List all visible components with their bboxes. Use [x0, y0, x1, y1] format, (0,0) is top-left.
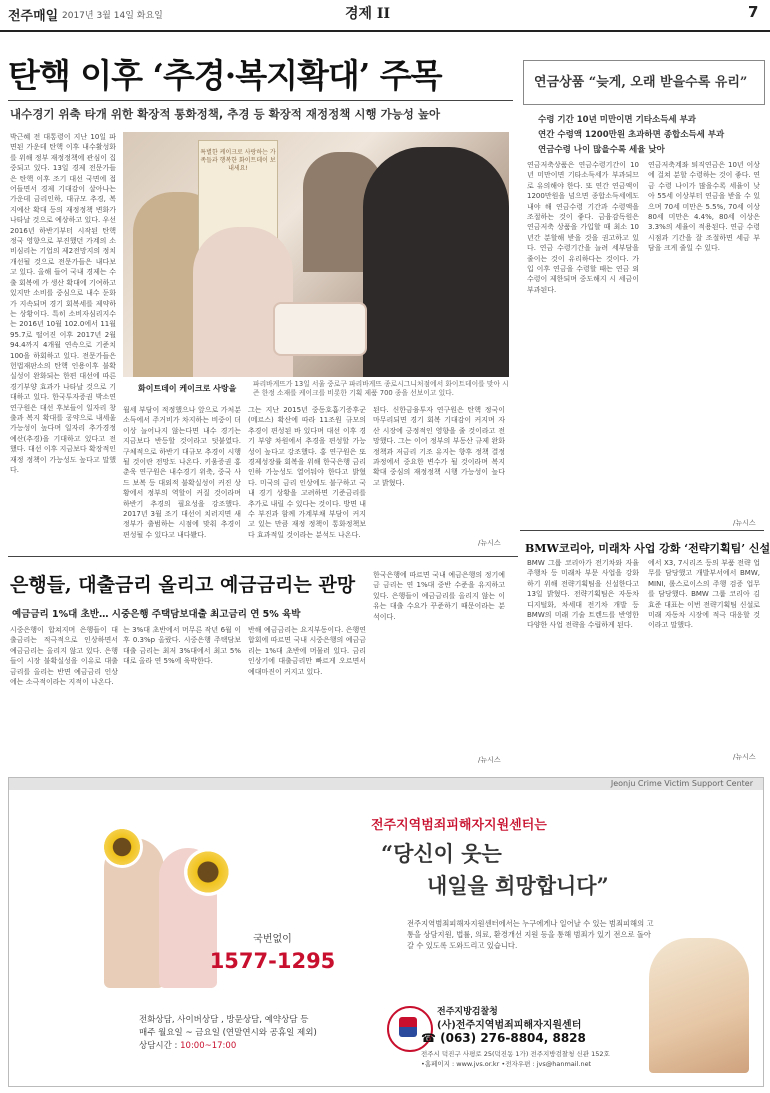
pension-byline: /뉴시스 [733, 519, 756, 527]
photo-caption-title: 화이트데이 케이크로 사랑을 [138, 384, 237, 393]
photo-caption-text: 파리바게뜨가 13일 서울 중로구 파리바게뜨 종로시그니처점에서 화이트데이를 맞아 시즌 한정 소재를 케이크를 비롯한 기획 제품 700 종을 선보이고 있다. [253, 380, 509, 397]
ad-org-english: Jeonju Crime Victim Support Center [610, 779, 753, 788]
ad-office: 전주지방검찰청 [437, 1007, 498, 1017]
divider [8, 100, 513, 101]
lead-subhead: 내수경기 위축 타개 위한 확장적 통화정책, 추경 등 확장적 재정정책 시행 가능성 높아 [10, 107, 441, 121]
family-illustration [649, 938, 749, 1073]
lead-column-1: 박근혜 전 대통령이 지난 10일 파면된 가운데 탄핵 이후 내수활성화를 위해 정부 재정정책에 관심이 집중되고 있다. 13일 경제 전문가들은 탄핵 이후 조기 대선 국면에 접어들면서 경제 기대감이 살아나는 가운데 금리인하, 대규모 추경, 복지예산 확대 등의 재정정책 변화가 나타날 것으로 예상하고 있다. 우선 2016년 하반기부터 시작된 탄핵 정국 영향으로 부진했던 가계의 소비심리는 기업의 제2전망지의 정치 개선될 것으로 전문가들은 내다보고 있다. 올해 들어 국내 경제는 수출 회복에 가 생산 확대에 기여하고 있지만 소비를 중심으로 내수 둔화가 지속되며 경기 회복세를 제약하는 상황이다. 특히 소비자심리지수는 2016년 10월 102.0에서 11월 95.7로 떨어진 이후 2017년 2월 94.4까지 4개월 연속으로 기준치 100을 하회하고 있다. 전문가들은 헌법재판소의 탄핵 인용이후 불확실성이 완화되는 한편 대선에 따른 경기부양 효과가 나타날 것으로 기대하고 있다. 한국투자증권 박소연 연구원은 대선 후보들이 일자리 창출과 복지 확대를 공약으로 내세울 가능성이 높다며 일자리 추가경정예산(추경)을 기대하고 있다고 전했다. 대선 이후 지금보다 확장적인 재정 정책이 가능성도 높다고 말했다. [10, 133, 116, 474]
ad-center-name: (사)전주지역범죄피해자지원센터 [437, 1020, 582, 1031]
lead-column-3: 그는 지난 2015년 중동호흡기증후군(메르스) 확산에 따라 11조원 규모의 추경이 편성된 바 있다며 대선 이후 경기 부양 차원에서 추경을 편성할 가능성이 높다고 강조했다. 홍 연구원은 또 경제성장률 회복을 위해 한국은행 금리인하 가능성도 열어둬야 한다고 밝혔다. 미국의 금리 인상에도 불구하고 국내 경기 상황을 고려하면 기준금리를 추가로 내릴 수 있다는 것이다. 방면 내수 부진과 함께 가계부채 부담이 커지고 있는 만큼 재정 정책이 통화정책보다 효과적일 것이라는 분석도 나온다. [248, 406, 366, 539]
lead-column-4: 된다. 신한금융투자 연구원은 탄핵 정국이 마무리되면 경기 회복 기대감이 커지며 자산 시장에 긍정적인 영향을 줄 것이라고 전망했다. 그는 이어 정부의 부동산 규제 완화 정책과 저금리 기조 유지는 향후 정책 결정 과정에서 중요한 변수가 될 것이라며 복지 확대 중심의 재정정책 시행 가능성이 높다고 밝혔다. [373, 406, 505, 487]
banks-subhead: 예금금리 1%대 초반… 시중은행 주택담보대출 최고금리 연 5% 육박 [12, 609, 301, 620]
crime-victim-center-ad [8, 777, 764, 1087]
ad-phone: ☎ (063) 276-8804, 8828 [421, 1031, 586, 1045]
hours-label: 상담시간 : [139, 1041, 178, 1051]
bmw-byline: /뉴시스 [733, 753, 756, 761]
ad-services [139, 1014, 317, 1053]
ad-intro: 전주지역범죄피해자지원센터는 [371, 818, 547, 833]
news-photo [123, 132, 509, 377]
ad-contact: •홈페이지 : www.jvs.or.kr •전자우편 : jvs@hanmail.net [421, 1060, 592, 1068]
lead-headline: 탄핵 이후 ‘추경·복지확대’ 주목 [8, 56, 442, 95]
banks-column-2: 는 3%대 초반에서 머무른 작년 6월 이후 0.3%p 올랐다. 시중은행 주택담보대출 금리는 최저 3%대에서 최고 5%대로 올라 연 5%에 육박한다. [123, 626, 241, 666]
pension-subhead-1: 수령 기간 10년 미만이면 기타소득세 부과 [538, 115, 697, 125]
page-number: 7 [748, 3, 759, 21]
services-line-1: 전화상담, 사이버상담 , 방문상담, 예약상담 등 [139, 1015, 309, 1025]
person-figure [363, 147, 509, 377]
banks-column-4: 한국은행에 따르면 국내 예금은행의 정기예금 금리는 연 1%대 중반 수준을 유지하고 있다. 은행들이 예금금리를 올리지 않는 이유는 대출 수요가 꾸준하기 때문이라는 분석이다. [373, 571, 505, 621]
bmw-column-1: BMW 그룹 코리아가 전기차와 자율주행차 등 미래차 부문 사업을 강화하기 위해 전략기획팀을 신설한다고 13일 밝혔다. 전략기획팀은 자동차 디지털화, 차세대 전기차 개발 등 BMW의 미래 기술 트렌드를 반영한 다양한 사업 전략을 수립하게 된다. [527, 559, 639, 630]
services-line-2: 매주 월요일 ~ 금요일 (연말연시와 공휴일 제외) [139, 1028, 317, 1038]
poster-text: 특별한 케이크로 사랑하는 가족들과 행복한 화이트데이 보내세요! [200, 149, 276, 172]
divider [520, 530, 764, 531]
bmw-column-2: 에서 X3, 7시리즈 등의 부품 전략 업무를 담당했고 개발부서에서 BMW, MINI, 롤스로이스의 주행 검증 업무를 담당했다. BMW 그룹 코리아 김효준 대표는 이번 전략기획팀 신설로 미래 자동차 시장에 적극 대응할 것이라고 말했다. [648, 559, 760, 630]
prosecution-emblem-icon [387, 1006, 433, 1052]
toll-free-number: 1577-1295 [209, 949, 336, 973]
pension-column-1: 연금저축상품은 연금수령기간이 10년 미만이면 기타소득세가 부과되므로 유의해야 한다. 또 연간 연금액이 1200만원을 넘으면 종합소득세에도 내야 해 연금수령 기간과 수령액을 조절하는 것이 좋다. 금융감독원은 연금저축 상품을 가입할 때 최소 10년간 분할해 받을 것을 권고하고 있다. 연금 수령기간을 늘려 세부담을 줄이는 것이 유리하다는 것이다. 가입 이후 연금을 수령할 때는 연금 외 수령이 제한되며 중도해지 시 세금이 부과된다. [527, 161, 639, 294]
hours-value: 10:00~17:00 [180, 1041, 237, 1051]
banks-column-3: 반해 예금금리는 요지부동이다. 은행연합회에 따르면 국내 시중은행의 예금금리는 1%대 초반에 머물러 있다. 금리 인상기에 대출금리만 빠르게 오르면서 예대마진이 커지고 있다. [248, 626, 366, 676]
lead-column-2: 월세 부담이 적정했으나 앞으로 가처분 소득에서 주거비가 차지하는 비중이 더 이상 늘어나지 않는다면 내수 경기는 지금보다 반등할 것이라고 덧붙였다. 구체적으로 하반기 대규모 추경이 시행될 것이란 전망도 나온다. 키움증권 홍춘욱 연구원은 내수경기 위축, 중국 사드 보복 등 대외적 불확실성이 커진 상황에서 정부의 역할이 커질 것이라며 하반기 추경의 필요성을 강조했다. 2017년 3월 조기 대선이 치러지면 새 정부가 출범하는 시점에 맞춰 추경이 편성될 수 있다고 내다봤다. [123, 406, 241, 539]
page-header [0, 0, 770, 32]
pension-subhead-3: 연금수령 나이 많을수록 세율 낮아 [538, 145, 665, 155]
pension-title-box [523, 60, 765, 105]
newspaper-brand: 전주매일 [8, 9, 59, 24]
ad-top-band [9, 778, 763, 790]
cake-icon [273, 302, 367, 356]
bmw-headline: BMW코리아, 미래차 사업 강화 ‘전략기획팀’ 신설 [525, 542, 770, 555]
ad-slogan-line1: “당신이 웃는 [381, 841, 502, 866]
pension-subhead-2: 연간 수령액 1200만원 초과하면 종합소득세 부과 [538, 130, 725, 140]
banks-column-1: 시중은행이 합쳐지며 은행들이 대출금리는 적극적으로 인상하면서 예금금리는 올리지 않고 있다. 은행들이 시장 불확실성을 이유로 대출금리를 올리는 반면 예금금리 인상에는 소극적이라는 지적이 나온다. [10, 626, 118, 687]
banks-byline: /뉴시스 [478, 756, 501, 764]
sunflower-icon [101, 826, 143, 868]
pension-column-2: 연금저축계좌 퇴직연금은 10년 이상에 걸쳐 분할 수령하는 것이 좋다. 연금 수령 나이가 많을수록 세율이 낮아 55세 이상부터 연금을 받을 수 있으며 70세 미만은 5.5%, 70세 이상 80세 미만은 4.4%, 80세 이상은 3.3%의 세율이 적용된다. 연금 수령 시점과 기간을 잘 조절하면 세금 부담을 크게 줄일 수 있다. [648, 161, 760, 253]
section-title: 경제 II [345, 6, 391, 22]
lead-byline: /뉴시스 [478, 539, 501, 547]
pension-headline: 연금상품 “늦게, 오래 받을수록 유리” [534, 75, 748, 90]
toll-free-box [205, 930, 340, 1008]
ad-address: 전주시 덕진구 사평로 25(덕진동 1가) 전주지방검찰청 신관 152호 [421, 1050, 610, 1058]
sunflower-icon [184, 848, 232, 896]
divider [8, 556, 518, 557]
hours-line [139, 1040, 317, 1053]
issue-date: 2017년 3월 14일 화요일 [62, 11, 163, 21]
toll-free-label: 국번없이 [253, 934, 292, 945]
ad-slogan-line2: 내일을 희망합니다” [427, 873, 609, 898]
ad-description: 전주지역범죄피해자지원센터에서는 누구에게나 일어날 수 있는 범죄피해의 고통을 상담지원, 법률, 의료, 환경개선 지원 등을 통해 범죄가 있기 전으로 돌아갈 수 있도록 도와드리고 있습니다. [407, 919, 654, 950]
banks-headline: 은행들, 대출금리 올리고 예금금리는 관망 [10, 574, 356, 596]
